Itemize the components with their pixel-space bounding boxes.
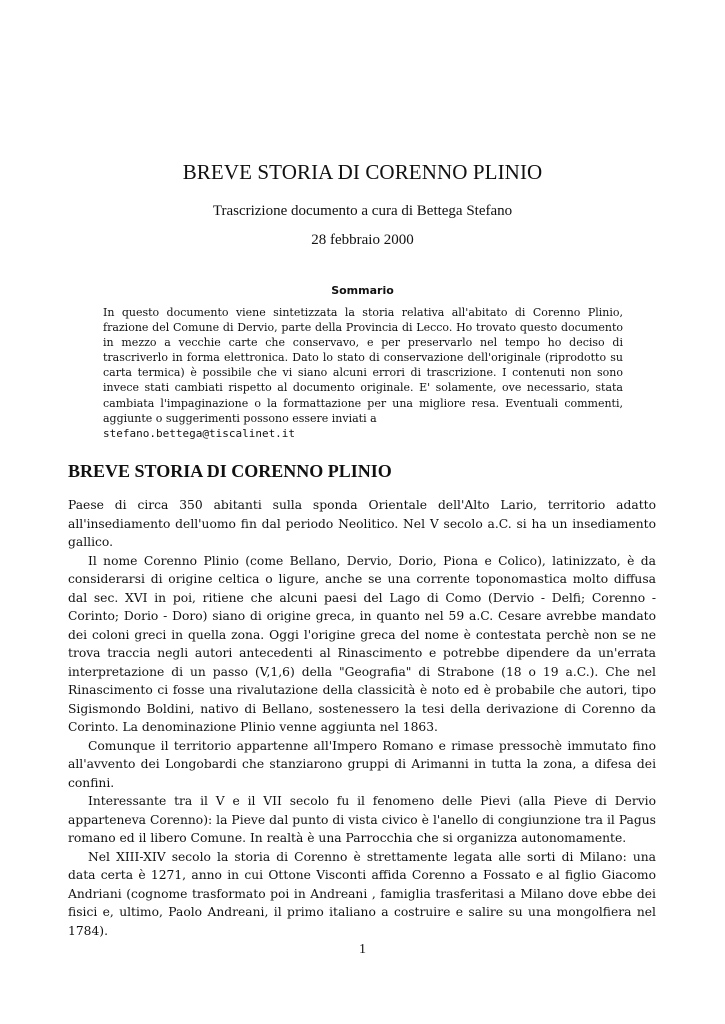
paragraph: Il nome Corenno Plinio (come Bellano, Dervio, Dorio, Piona e Colico), latinizzato, è da considerarsi di origine celtica o ligure, anche se una corrente toponomastica molto diffusa dal sec. XVI in poi, ritiene che alcuni paesi del Lago di Como (Dervio - Delfi; Corenno - Corinto; Dorio - Doro) siano di origine greca, in quanto nel 59 a.C. Cesare avrebbe mandato dei coloni greci in quella zona. Oggi l'origine greca del nome è contestata perchè non se ne trova traccia negli autori antecedenti al Rinascimento e potrebbe dipendere da un'errata interpretazione di un passo (V,1,6) della "Geografia" di Strabone (18 o 19 a.C.). Che nel Rinascimento ci fosse una rivalutazione della classicità è noto ed è probabile che autori, tipo Sigismondo Boldini, nativo di Bellano, sostenessero la tesi della derivazione di Corenno da Corinto. La denominazione Plinio venne aggiunta nel 1863. bbox=[68, 553, 656, 734]
author-line: Trascrizione documento a cura di Bettega Stefano bbox=[212, 203, 513, 219]
paragraph: Comunque il territorio appartenne all'Impero Romano e rimase pressochè immutato fino all'avvento dei Longobardi che stanziarono gruppi di Arimanni in tutta la zona, a difesa dei confini. bbox=[68, 738, 656, 790]
abstract-heading: Sommario bbox=[331, 284, 394, 297]
paragraph: Paese di circa 350 abitanti sulla sponda Orientale dell'Alto Lario, territorio adatto all'insediamento dell'uomo fin dal periodo Neolitico. Nel V secolo a.C. si ha un insediamento gallico. bbox=[68, 498, 656, 549]
document-title: BREVE STORIA DI CORENNO PLINIO bbox=[182, 160, 543, 184]
abstract-text: In questo documento viene sintetizzata la storia relativa all'abitato di Corenno Plinio, frazione del Comune di Dervio, parte della Provincia di Lecco. Ho trovato questo documento in mezzo a vecchie carte che conservavo, e per preservarlo nel tempo ho deciso di trascriverlo in forma elettronica. Dato lo stato di conservazione dell'originale (riprodotto su carta termica) è possibile che vi siano alcuni errori di trascrizione. I contenuti non sono invece stati cambiati rispetto al documento originale. E' solamente, ove necessario, stata cambiata l'impaginazione o la formattazione per una migliore resa. Eventuali commenti, aggiunte o suggerimenti possono essere inviati a bbox=[103, 306, 623, 425]
section-heading: BREVE STORIA DI CORENNO PLINIO bbox=[68, 461, 392, 481]
paragraph: Interessante tra il V e il VII secolo fu il fenomeno delle Pievi (alla Pieve di Dervio apparteneva Corenno): la Pieve dal punto di vista civico è l'anello di congiunzione tra il Pagus romano ed il libero Comune. In realtà è una Parrocchia che si organizza autonomamente. bbox=[68, 794, 656, 845]
document-date: 28 febbraio 2000 bbox=[311, 232, 414, 248]
page-number: 1 bbox=[359, 942, 366, 957]
abstract bbox=[103, 305, 623, 441]
section-body bbox=[68, 496, 656, 940]
paragraph: Nel XIII-XIV secolo la storia di Corenno è strettamente legata alle sorti di Milano: una data certa è 1271, anno in cui Ottone Visconti affida Corenno a Fossato e al figlio Giacomo Andriani (cognome trasformato poi in Andreani , famiglia trasferitasi a Milano dove ebbe dei fisici e, ultimo, Paolo Andreani, il primo italiano a costruire e salire su una mongolfiera nel 1784). bbox=[68, 849, 656, 938]
contact-email: stefano.bettega@tiscalinet.it bbox=[103, 426, 296, 440]
